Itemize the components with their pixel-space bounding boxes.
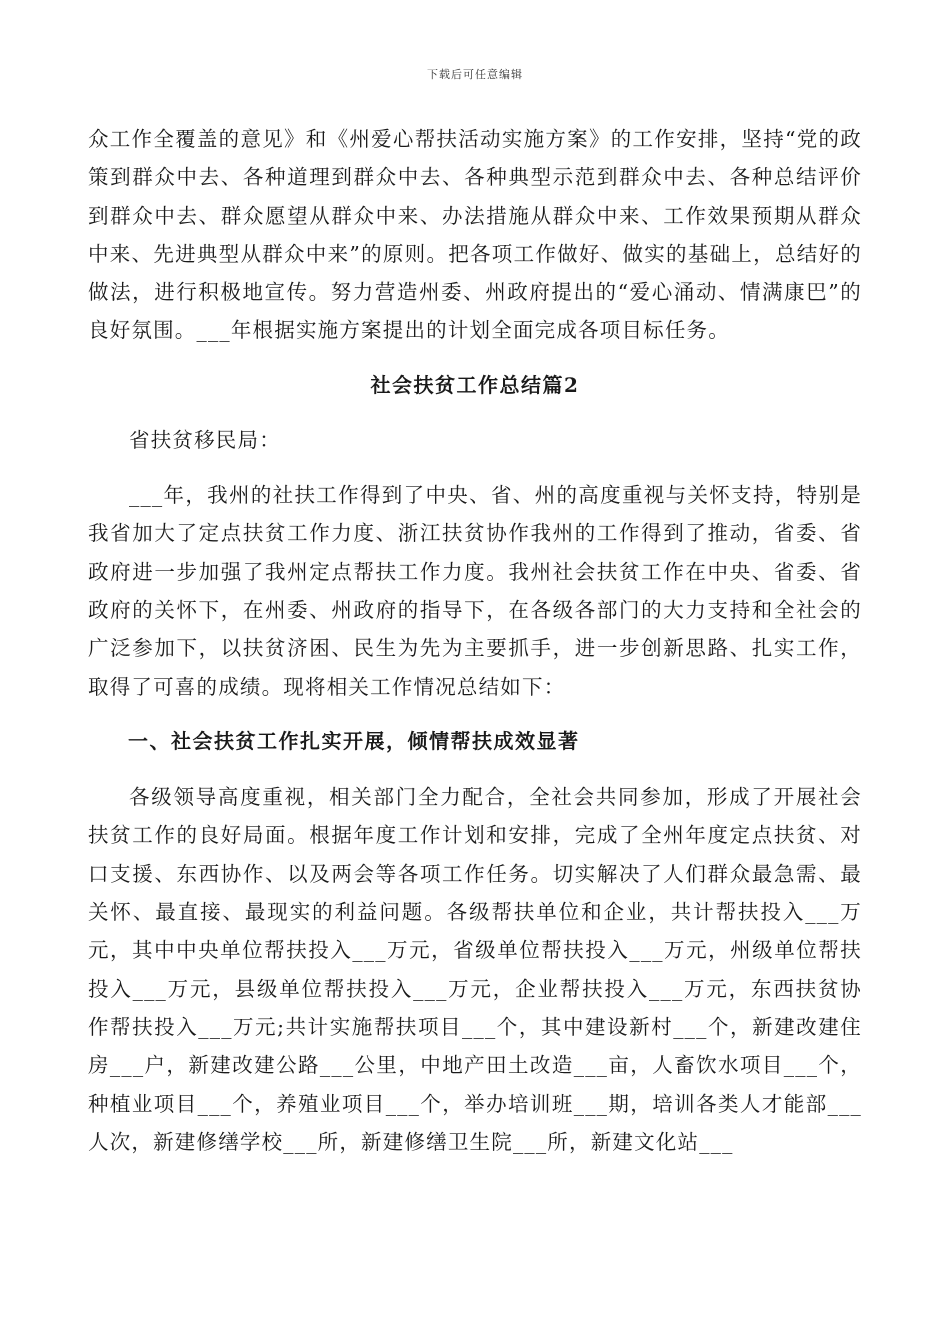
paragraph-intro: ___年，我州的社扶工作得到了中央、省、州的高度重视与关怀支持，特别是我省加大了定点扶贫工作力度、浙江扶贫协作我州的工作得到了推动，省委、省政府进一步加强了我州定点帮扶工作力度。我州社会扶贫工作在中央、省委、省政府的关怀下，在州委、州政府的指导下，在各级各部门的大力支持和全社会的广泛参加下，以扶贫济困、民生为先为主要抓手，进一步创新思路、扎实工作，取得了可喜的成绩。现将相关工作情况总结如下： <box>88 483 862 699</box>
salutation: 省扶贫移民局： <box>129 427 281 452</box>
paragraph-section-1: 各级领导高度重视，相关部门全力配合，全社会共同参加，形成了开展社会扶贫工作的良好局面。根据年度工作计划和安排，完成了全州年度定点扶贫、对口支援、东西协作、以及两会等各项工作任务。切实解决了人们群众最急需、最关怀、最直接、最现实的利益问题。各级帮扶单位和企业，共计帮扶投入___万元，其中中央单位帮扶投入___万元，省级单位帮扶投入___万元，州级单位帮扶投入___万元，县级单位帮扶投入___万元，企业帮扶投入___万元，东西扶贫协作帮扶投入___万元;共计实施帮扶项目___个，其中建设新村___个，新建改建住房___户，新建改建公路___公里，中地产田土改造___亩，人畜饮水项目___个，种植业项目___个，养殖业项目___个，举办培训班___期，培训各类人才能部___人次，新建修缮学校___所，新建修缮卫生院___所，新建文化站___ <box>88 785 862 1154</box>
page-header-note: 下载后可任意编辑 <box>427 68 523 81</box>
document-body <box>88 120 862 1161</box>
section-title: 社会扶贫工作总结篇2 <box>370 372 580 397</box>
paragraph-continuation: 众工作全覆盖的意见》和《州爱心帮扶活动实施方案》的工作安排，坚持“党的政策到群众中去、各种道理到群众中去、各种典型示范到群众中去、各种总结评价到群众中去、群众愿望从群众中来、办法措施从群众中来、工作效果预期从群众中来、先进典型从群众中来”的原则。把各项工作做好、做实的基础上，总结好的做法，进行积极地宣传。努力营造州委、州政府提出的“爱心涌动、情满康巴”的良好氛围。___年根据实施方案提出的计划全面完成各项目标任务。 <box>88 127 862 343</box>
subheading-1: 一、社会扶贫工作扎实开展，倾情帮扶成效显著 <box>128 728 580 753</box>
